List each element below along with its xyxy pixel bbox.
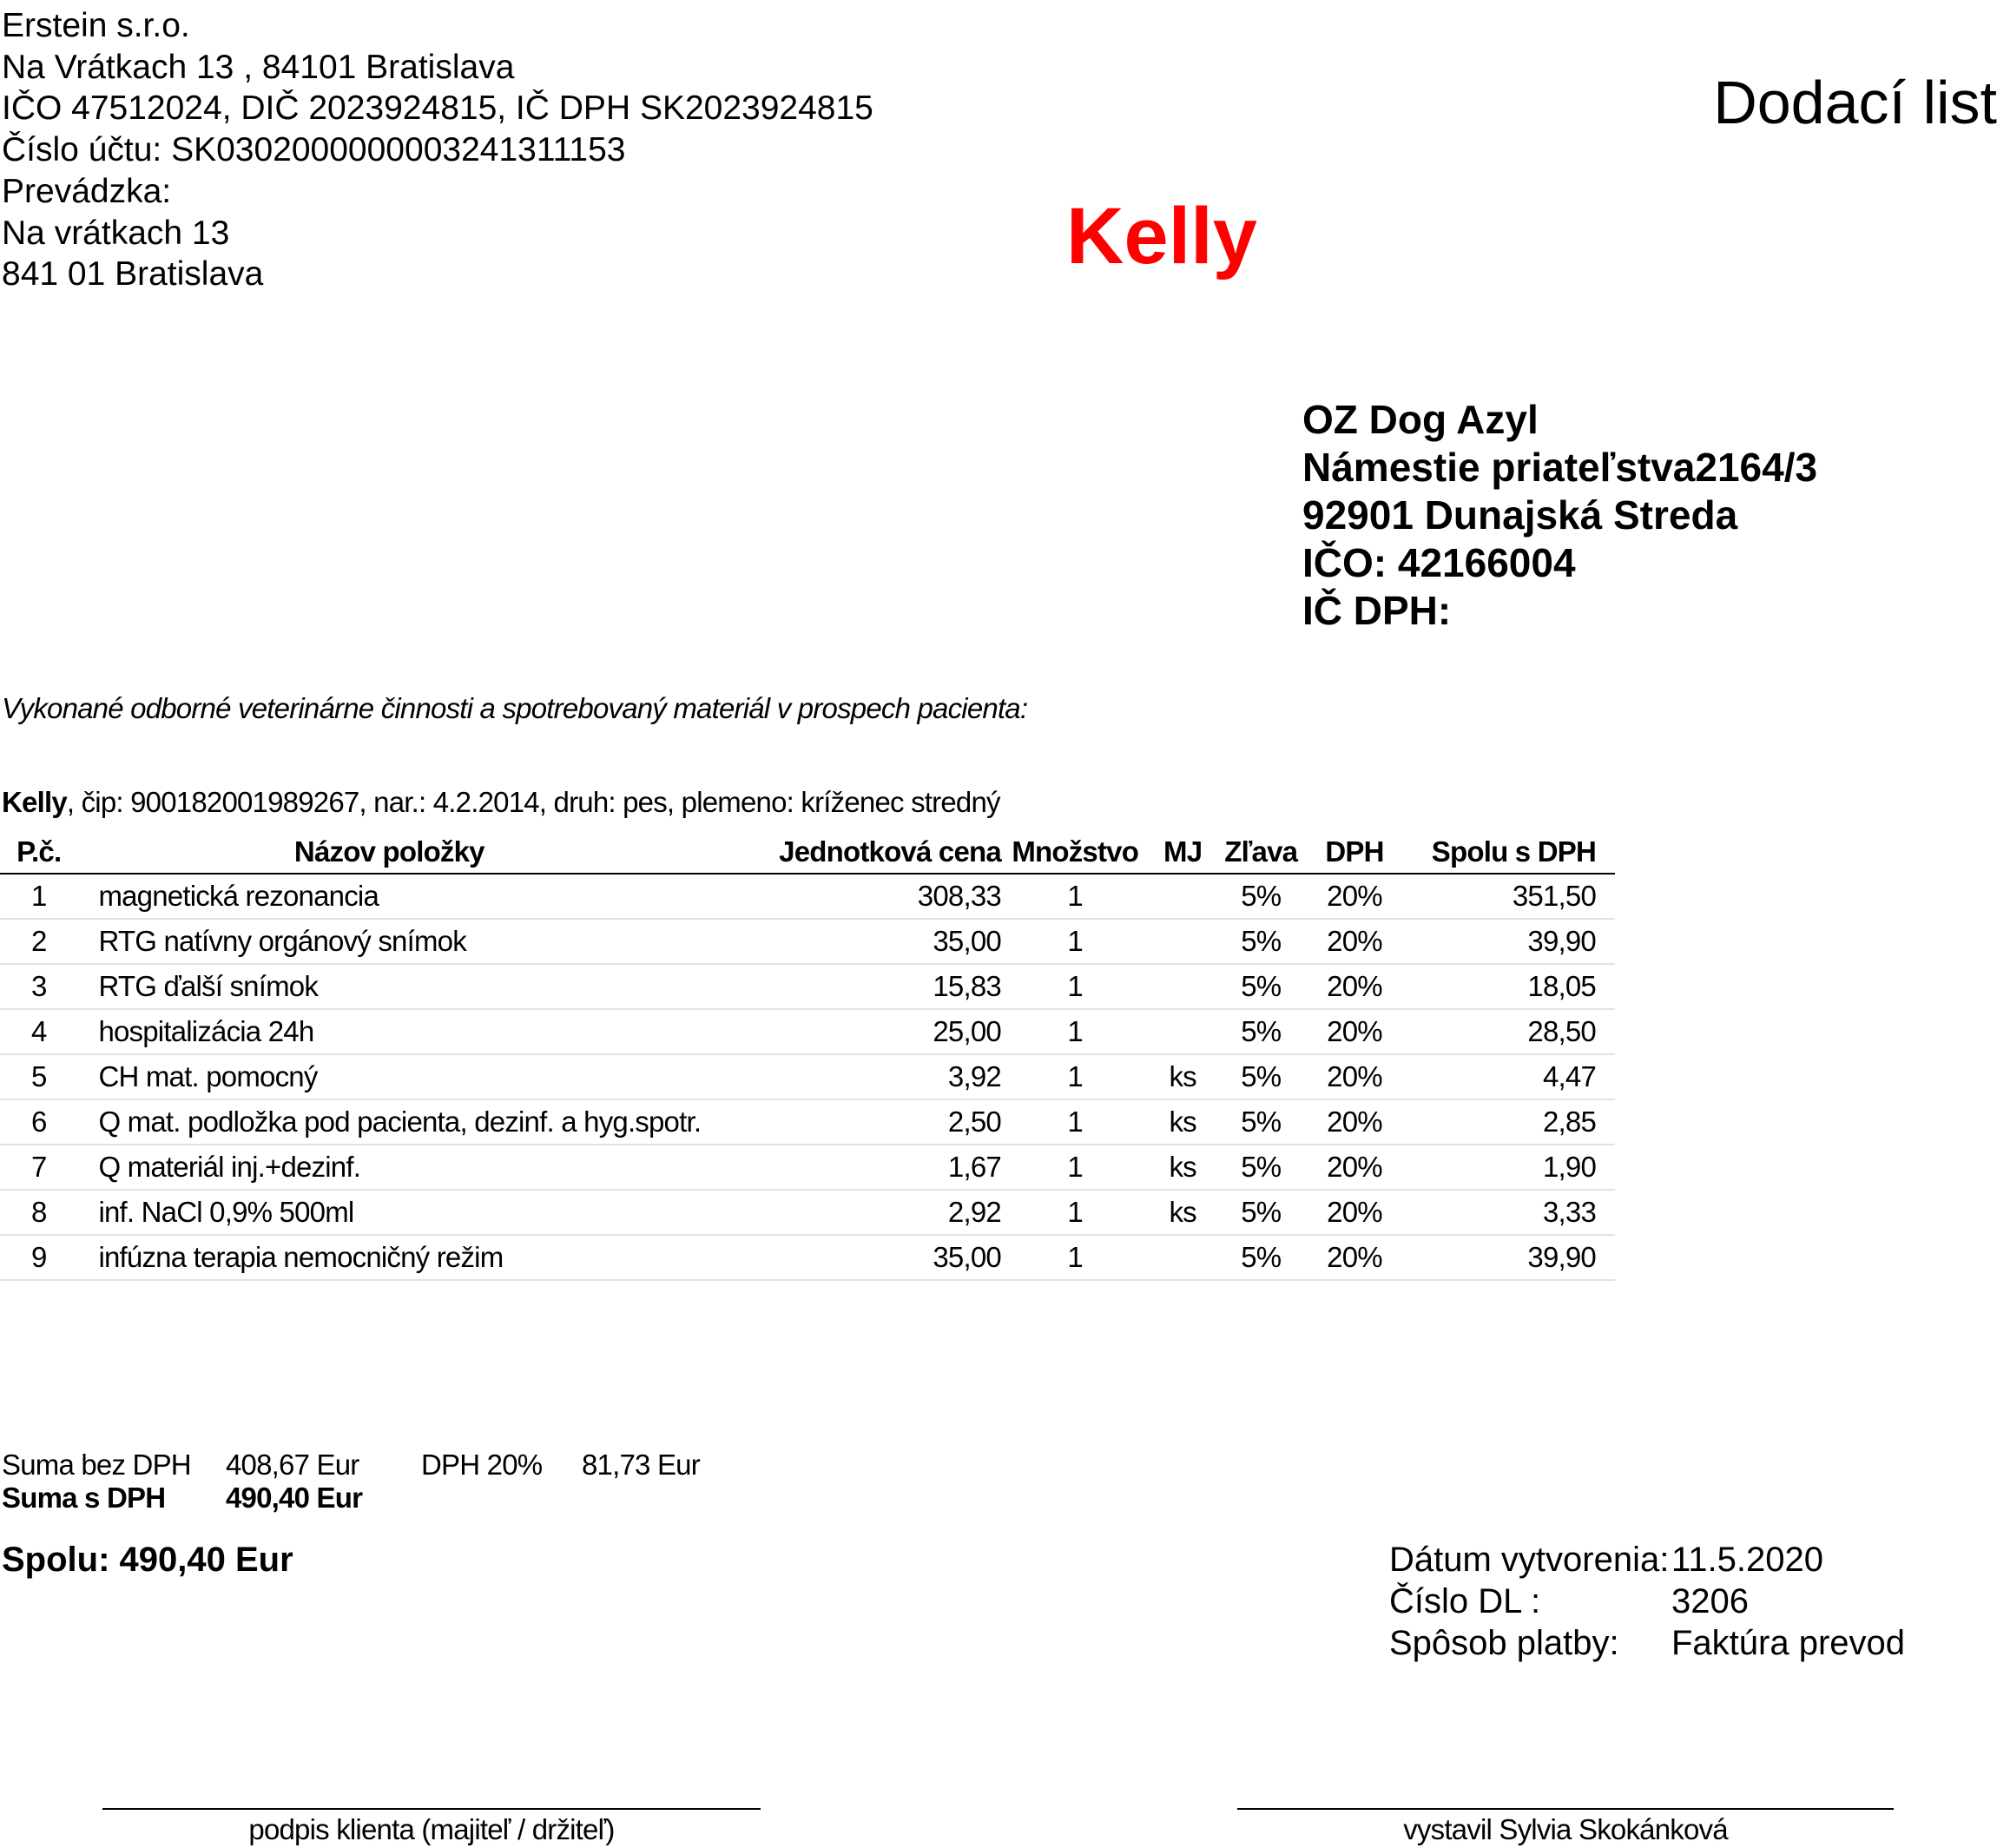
customer-ico: IČO: 42166004: [1302, 540, 1576, 585]
cell-discount: 5%: [1216, 1009, 1306, 1054]
cell-name: CH mat. pomocný: [77, 1054, 701, 1099]
cell-name: infúzna terapia nemocničný režim: [77, 1235, 701, 1280]
cell-name: RTG natívny orgánový snímok: [77, 919, 701, 964]
cell-pc: 5: [0, 1054, 77, 1099]
cell-discount: 5%: [1216, 1145, 1306, 1190]
header-pc: P.č.: [0, 831, 77, 874]
cell-pc: 3: [0, 964, 77, 1009]
dl-number-label: Číslo DL :: [1389, 1582, 1541, 1620]
sum-without-vat-value: 408,67 Eur: [226, 1449, 359, 1481]
cell-unit-price: 1,67: [701, 1145, 1001, 1190]
cell-vat: 20%: [1306, 1099, 1404, 1145]
cell-pc: 2: [0, 919, 77, 964]
cell-mj: [1149, 919, 1216, 964]
cell-total: 351,50: [1403, 874, 1615, 919]
table-row: [0, 874, 1615, 919]
cell-name: Q materiál inj.+dezinf.: [77, 1145, 701, 1190]
cell-vat: 20%: [1306, 1235, 1404, 1280]
table-row: [0, 1235, 1615, 1280]
cell-vat: 20%: [1306, 874, 1404, 919]
cell-qty: 1: [1001, 1190, 1150, 1235]
supplier-address: Na Vrátkach 13 , 84101 Bratislava: [2, 48, 515, 86]
cell-vat: 20%: [1306, 1145, 1404, 1190]
cell-vat: 20%: [1306, 1190, 1404, 1235]
patient-name-heading: Kelly: [1066, 192, 1257, 280]
cell-unit-price: 2,92: [701, 1190, 1001, 1235]
cell-vat: 20%: [1306, 919, 1404, 964]
cell-unit-price: 3,92: [701, 1054, 1001, 1099]
items-table: [0, 831, 1615, 1281]
customer-name: OZ Dog Azyl: [1302, 397, 1539, 442]
header-qty: Množstvo: [1001, 831, 1150, 874]
cell-vat: 20%: [1306, 1054, 1404, 1099]
cell-mj: ks: [1149, 1190, 1216, 1235]
cell-unit-price: 35,00: [701, 919, 1001, 964]
client-signature-label: podpis klienta (majiteľ / držiteľ): [248, 1813, 615, 1845]
vat-label: DPH 20%: [421, 1449, 543, 1481]
date-value: 11.5.2020: [1671, 1541, 1823, 1579]
cell-pc: 6: [0, 1099, 77, 1145]
cell-total: 39,90: [1403, 919, 1615, 964]
cell-name: magnetická rezonancia: [77, 874, 701, 919]
cell-mj: [1149, 1235, 1216, 1280]
table-row: [0, 1009, 1615, 1054]
header-total: Spolu s DPH: [1403, 831, 1615, 874]
date-label: Dátum vytvorenia:: [1389, 1541, 1670, 1579]
cell-mj: [1149, 964, 1216, 1009]
client-signature-line: [102, 1808, 761, 1810]
table-row: [0, 1190, 1615, 1235]
header-vat: DPH: [1306, 831, 1404, 874]
cell-qty: 1: [1001, 919, 1150, 964]
cell-discount: 5%: [1216, 1054, 1306, 1099]
cell-qty: 1: [1001, 874, 1150, 919]
customer-street: Námestie priateľstva2164/3: [1302, 445, 1818, 490]
header-discount: Zľava: [1216, 831, 1306, 874]
customer-ic-dph: IČ DPH:: [1302, 588, 1452, 633]
issuer-signature-label: vystavil Sylvia Skokánková: [1403, 1813, 1728, 1845]
cell-pc: 8: [0, 1190, 77, 1235]
cell-unit-price: 2,50: [701, 1099, 1001, 1145]
payment-value: Faktúra prevod: [1671, 1624, 1906, 1662]
cell-unit-price: 15,83: [701, 964, 1001, 1009]
vat-value: 81,73 Eur: [582, 1449, 700, 1481]
premises-street: Na vrátkach 13: [2, 214, 230, 252]
cell-total: 4,47: [1403, 1054, 1615, 1099]
cell-name: inf. NaCl 0,9% 500ml: [77, 1190, 701, 1235]
patient-line: [2, 786, 1000, 819]
cell-discount: 5%: [1216, 964, 1306, 1009]
header-unit-price: Jednotková cena: [701, 831, 1001, 874]
header-name: Názov položky: [77, 831, 701, 874]
cell-qty: 1: [1001, 1054, 1150, 1099]
grand-total: Spolu: 490,40 Eur: [2, 1541, 293, 1579]
table-row: [0, 1145, 1615, 1190]
supplier-block: [2, 5, 873, 295]
cell-total: 28,50: [1403, 1009, 1615, 1054]
cell-unit-price: 35,00: [701, 1235, 1001, 1280]
cell-discount: 5%: [1216, 874, 1306, 919]
table-row: [0, 1099, 1615, 1145]
table-header-row: [0, 831, 1615, 874]
cell-qty: 1: [1001, 1099, 1150, 1145]
cell-name: hospitalizácia 24h: [77, 1009, 701, 1054]
cell-total: 18,05: [1403, 964, 1615, 1009]
table-row: [0, 1054, 1615, 1099]
supplier-name: Erstein s.r.o.: [2, 7, 190, 44]
supplier-ids: IČO 47512024, DIČ 2023924815, IČ DPH SK2023924815: [2, 89, 873, 128]
premises-city: 841 01 Bratislava: [2, 255, 264, 294]
cell-pc: 7: [0, 1145, 77, 1190]
cell-qty: 1: [1001, 1009, 1150, 1054]
premises-label: Prevádzka:: [2, 172, 172, 210]
cell-discount: 5%: [1216, 919, 1306, 964]
cell-name: Q mat. podložka pod pacienta, dezinf. a hyg.spotr.: [77, 1099, 701, 1145]
cell-unit-price: 25,00: [701, 1009, 1001, 1054]
cell-mj: [1149, 1009, 1216, 1054]
cell-total: 39,90: [1403, 1235, 1615, 1280]
cell-pc: 4: [0, 1009, 77, 1054]
sum-without-vat-label: Suma bez DPH: [2, 1449, 191, 1481]
header-mj: MJ: [1149, 831, 1216, 874]
table-row: [0, 964, 1615, 1009]
supplier-account: Číslo účtu: SK0302000000003241311153: [2, 131, 626, 169]
patient-name: Kelly: [2, 786, 67, 818]
cell-name: RTG ďalší snímok: [77, 964, 701, 1009]
cell-mj: [1149, 874, 1216, 919]
document-title: Dodací list: [1713, 69, 1997, 136]
cell-vat: 20%: [1306, 1009, 1404, 1054]
customer-city: 92901 Dunajská Streda: [1302, 492, 1738, 538]
cell-mj: ks: [1149, 1054, 1216, 1099]
payment-label: Spôsob platby:: [1389, 1624, 1619, 1662]
cell-discount: 5%: [1216, 1190, 1306, 1235]
sum-with-vat-value: 490,40 Eur: [226, 1482, 363, 1514]
customer-block: [1302, 396, 1817, 635]
cell-qty: 1: [1001, 1235, 1150, 1280]
patient-details: , čip: 900182001989267, nar.: 4.2.2014, druh: pes, plemeno: kríženec stredný: [66, 786, 1000, 818]
cell-vat: 20%: [1306, 964, 1404, 1009]
cell-discount: 5%: [1216, 1235, 1306, 1280]
dl-number-value: 3206: [1671, 1582, 1749, 1620]
cell-total: 1,90: [1403, 1145, 1615, 1190]
issuer-signature-line: [1237, 1808, 1894, 1810]
cell-mj: ks: [1149, 1145, 1216, 1190]
cell-qty: 1: [1001, 1145, 1150, 1190]
cell-qty: 1: [1001, 964, 1150, 1009]
cell-unit-price: 308,33: [701, 874, 1001, 919]
cell-pc: 9: [0, 1235, 77, 1280]
cell-discount: 5%: [1216, 1099, 1306, 1145]
cell-total: 3,33: [1403, 1190, 1615, 1235]
table-row: [0, 919, 1615, 964]
cell-pc: 1: [0, 874, 77, 919]
cell-total: 2,85: [1403, 1099, 1615, 1145]
sum-with-vat-label: Suma s DPH: [2, 1482, 166, 1514]
cell-mj: ks: [1149, 1099, 1216, 1145]
activity-note: Vykonané odborné veterinárne činnosti a spotrebovaný materiál v prospech pacienta:: [2, 692, 1028, 724]
